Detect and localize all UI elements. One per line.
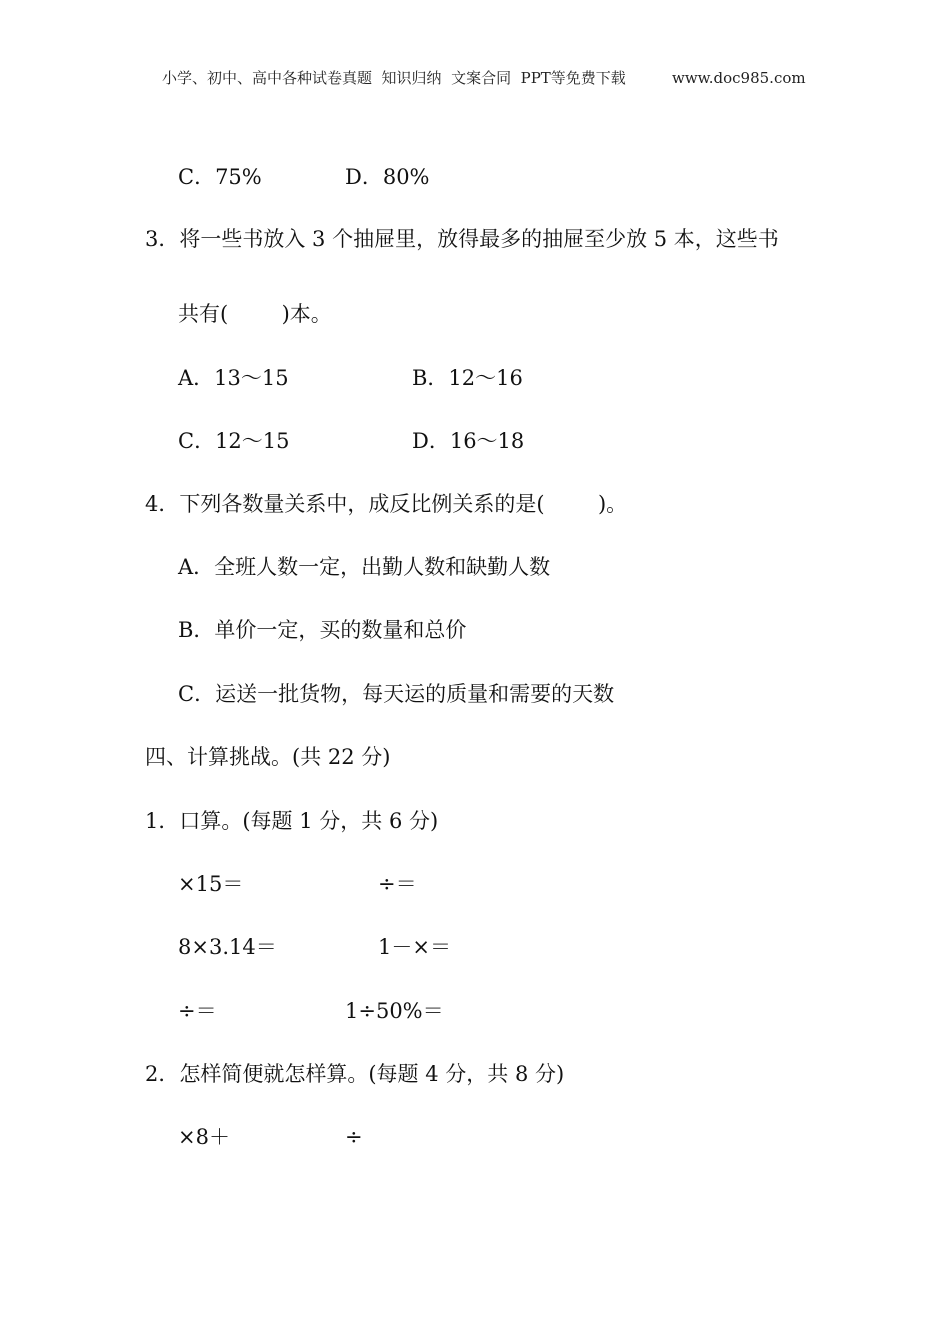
part-2-title: 2．怎样简便就怎样算。(每题 4 分，共 8 分): [145, 1062, 565, 1086]
section-title: 四、计算挑战。(共 22 分): [145, 745, 391, 769]
calc-item: ÷: [345, 1125, 363, 1149]
calc-item: ÷＝: [178, 999, 217, 1023]
option-d: D．80%: [345, 165, 430, 189]
option-c: C．运送一批货物，每天运的质量和需要的天数: [178, 682, 615, 706]
option-a: A．全班人数一定，出勤人数和缺勤人数: [178, 555, 551, 579]
calc-item: ÷＝: [378, 872, 417, 896]
header-url[interactable]: www.doc985.com: [672, 69, 806, 87]
option-b: B．12～16: [412, 366, 523, 390]
question-stem: 4．下列各数量关系中，成反比例关系的是( )。: [145, 492, 628, 516]
calc-item: ×8＋: [178, 1125, 230, 1149]
part-1-title: 1．口算。(每题 1 分，共 6 分): [145, 809, 439, 833]
question-stem-line2: 共有( )本。: [178, 302, 332, 326]
option-b: B．单价一定，买的数量和总价: [178, 618, 467, 642]
option-a: A．13～15: [178, 366, 289, 390]
option-c: C．12～15: [178, 429, 290, 453]
calc-item: 1－×＝: [378, 935, 451, 959]
calc-item: ×15＝: [178, 872, 244, 896]
calc-item: 1÷50%＝: [345, 999, 444, 1023]
option-d: D．16～18: [412, 429, 525, 453]
option-c: C．75%: [178, 165, 262, 189]
header-text: 小学、初中、高中各种试卷真题 知识归纳 文案合同 PPT等免费下载: [162, 69, 626, 87]
question-stem-line1: 3．将一些书放入 3 个抽屉里，放得最多的抽屉至少放 5 本，这些书: [145, 227, 779, 251]
calc-item: 8×3.14＝: [178, 935, 277, 959]
